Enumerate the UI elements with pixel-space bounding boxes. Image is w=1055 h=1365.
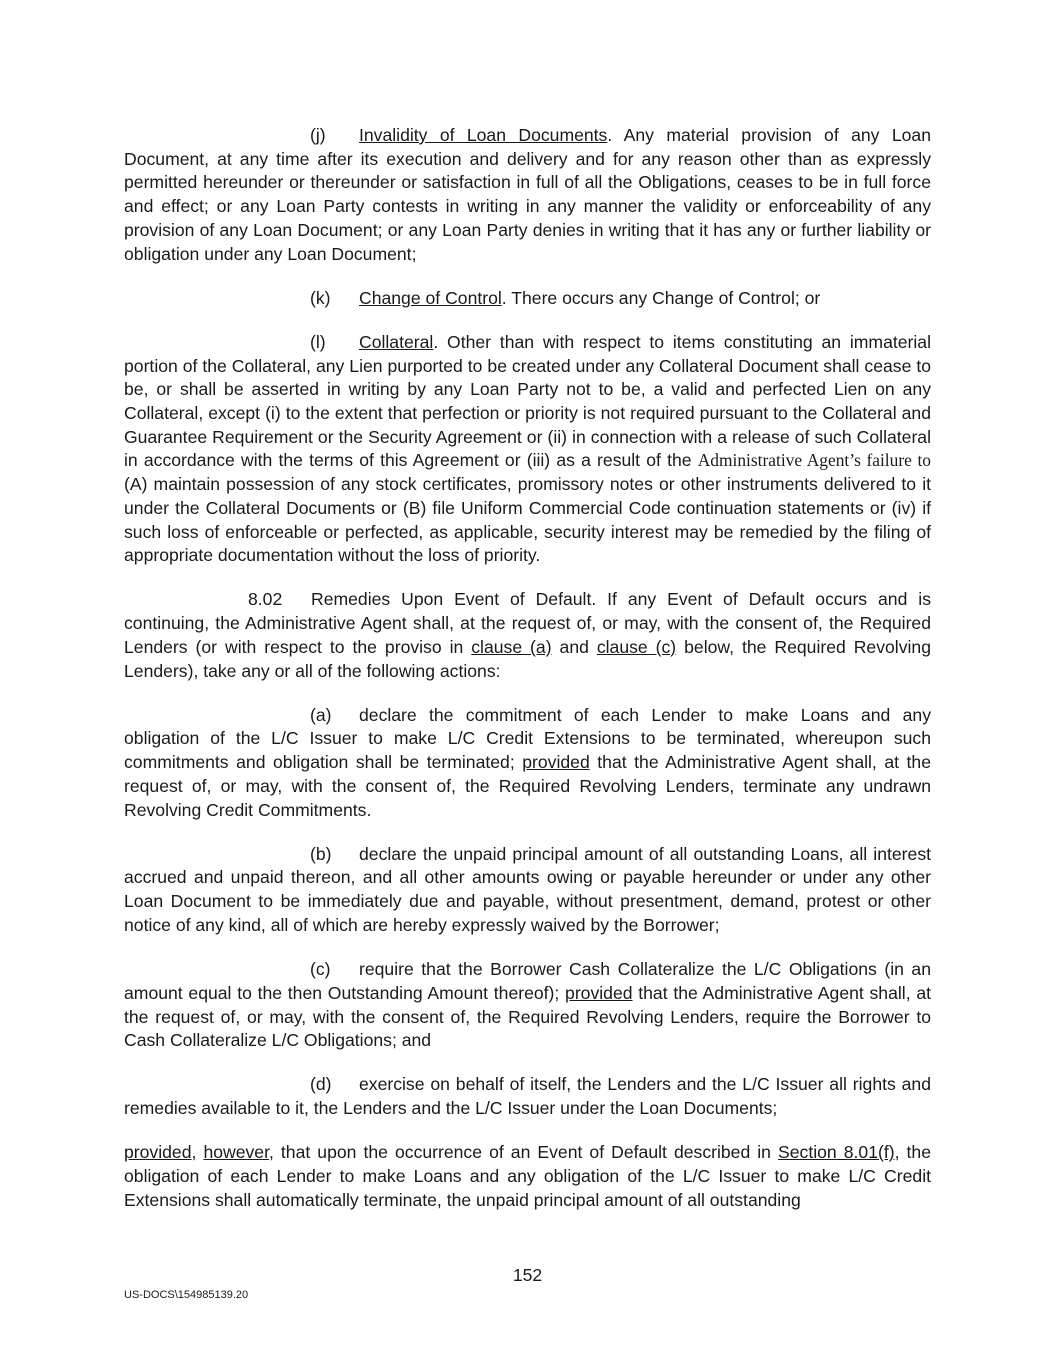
clause-a-reference: clause (a) <box>471 636 552 657</box>
provided-term: provided <box>522 752 590 773</box>
paragraph-text: require that the Borrower Cash Collateralize the L/C Obligations (in an amount equal to the then Outstanding Amount thereof); <box>124 959 931 1003</box>
paragraph-text-serif: Administrative Agent’s failure to <box>697 450 932 471</box>
section-text: and <box>551 636 597 657</box>
provided-term: provided <box>565 982 633 1003</box>
paragraph-a <box>124 704 931 823</box>
proviso-paragraph <box>124 1141 931 1212</box>
clause-c-reference: clause (c) <box>596 636 677 657</box>
section-8-01f-reference: Section 8.01(f) <box>778 1142 895 1163</box>
paragraph-text: . Other than with respect to items constituting an immaterial portion of the Collateral, any Lien purported to be created under any Collateral Document shall cease to be, or shall be asserted in writing by any Loan Party not to be, a valid and perfected Lien on any Collateral, except (i) to the extent that perfection or priority is not required pursuant to the Collateral and Guarantee Requirement or the Security Agreement or (ii) in connection with a release of such Collateral in accordance with the terms of this Agreement or (iii) as a result of the <box>124 331 931 471</box>
paragraph-text: , that upon the occurrence of an Event of Default described in <box>268 1142 779 1163</box>
paragraph-l <box>124 331 931 568</box>
paragraph-text: , <box>191 1142 204 1163</box>
paragraph-d <box>124 1073 931 1120</box>
paragraph-label: (j) <box>310 125 326 145</box>
paragraph-text: , the obligation of each Lender to make Loans and any obligation of the L/C Issuer to make L/C Credit Extensions shall automatically terminate, the unpaid principal amount of all outstanding <box>124 1142 932 1210</box>
paragraph-label: (c) <box>310 959 331 980</box>
paragraph-text: that the Administrative Agent shall, at the request of, or may, with the consent of, the Required Revolving Lenders, require the Borrower to Cash Collateralize L/C Obligations; and <box>124 982 931 1051</box>
paragraph-text: (A) maintain possession of any stock certificates, promissory notes or other instruments delivered to it under the Collateral Documents or (B) file Uniform Commercial Code continuation statements or (iv) if such loss of enforceable or perfected, as applicable, security interest may be remedied by the filing of appropriate documentation without the loss of priority. <box>124 474 931 566</box>
section-8-02 <box>124 588 931 683</box>
paragraph-c <box>124 958 931 1053</box>
paragraph-text: that the Administrative Agent shall, at the request of, or may, with the consent of, the Required Revolving Lenders, terminate any undrawn Revolving Credit Commitments. <box>124 752 932 820</box>
page-number: 152 <box>512 1265 543 1285</box>
paragraph-text: exercise on behalf of itself, the Lenders and the L/C Issuer all rights and remedies available to it, the Lenders and the L/C Issuer under the Loan Documents; <box>124 1074 931 1119</box>
paragraph-label: (l) <box>310 331 326 352</box>
paragraph-heading: Collateral <box>359 331 434 352</box>
paragraph-j <box>124 124 931 266</box>
paragraph-text: declare the commitment of each Lender to make Loans and any obligation of the L/C Issuer to make L/C Credit Extensions to be terminated, whereupon such commitments and obligation shall be terminated; <box>124 704 931 773</box>
paragraph-heading: Change of Control <box>359 287 502 308</box>
paragraph-label: (k) <box>310 287 331 308</box>
paragraph-b <box>124 843 931 938</box>
section-text: Remedies Upon Event of Default. If any Event of Default occurs and is continuing, the Administrative Agent shall, at the request of, or may, with the consent of, the Required Lenders (or with respect to the proviso in <box>124 589 931 657</box>
paragraph-heading: Invalidity of Loan Documents <box>359 125 608 145</box>
paragraph-text: . There occurs any Change of Control; or <box>501 287 821 308</box>
section-text: below, the Required Revolving Lenders), take any or all of the following actions: <box>124 636 931 681</box>
section-number: 8.02 <box>248 589 283 610</box>
document-id: US-DOCS\154985139.20 <box>124 1289 249 1301</box>
however-term: however <box>203 1142 269 1163</box>
provided-term: provided <box>124 1142 192 1163</box>
paragraph-k <box>124 287 931 311</box>
document-body <box>124 124 931 1233</box>
paragraph-label: (d) <box>310 1074 332 1095</box>
paragraph-text: declare the unpaid principal amount of all outstanding Loans, all interest accrued and unpaid thereon, and all other amounts owing or payable hereunder or under any other Loan Document to be immediately due and payable, without presentment, demand, protest or other notice of any kind, all of which are hereby expressly waived by the Borrower; <box>124 843 931 935</box>
paragraph-label: (a) <box>310 704 332 725</box>
paragraph-label: (b) <box>310 843 332 864</box>
paragraph-text: . Any material provision of any Loan Document, at any time after its execution and delivery and for any reason other than as expressly permitted hereunder or thereunder or satisfaction in full of all the Obligations, ceases to be in full force and effect; or any Loan Party contests in writing in any manner the validity or enforceability of any provision of any Loan Document; or any Loan Party denies in writing that it has any or further liability or obligation under any Loan Document; <box>124 125 931 264</box>
